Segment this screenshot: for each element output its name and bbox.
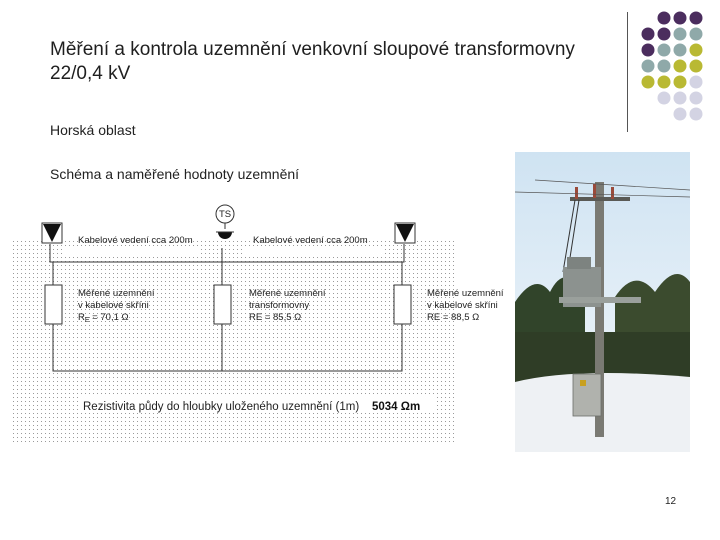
title-line-2: 22/0,4 kV <box>50 63 131 84</box>
label-bg <box>64 246 200 256</box>
meas-left-1: Měřené uzemnění <box>78 288 155 299</box>
cable-box-icon <box>395 223 415 243</box>
meas-mid-1: Měřené uzemnění <box>249 288 326 299</box>
meas-right-1: Měřené uzemnění <box>427 288 504 299</box>
label-bg <box>244 246 384 256</box>
cable-box-icon <box>42 223 62 243</box>
meas-right-2: v kabelové skříni <box>427 300 498 311</box>
meas-right-3: RE = 88,5 Ω <box>427 312 480 323</box>
resistivity-value: 5034 Ωm <box>372 401 421 413</box>
soil-area <box>12 240 454 445</box>
ground-electrode-left <box>45 285 62 324</box>
subtitle-schema: Schéma a naměřené hodnoty uzemnění <box>50 166 300 182</box>
subtitle-region: Horská oblast <box>50 122 136 138</box>
meas-mid-2: transformovny <box>249 300 310 311</box>
title-line-1: Měření a kontrola uzemnění venkovní sloupové transformovny <box>50 39 575 60</box>
page-number: 12 <box>665 496 677 507</box>
transformer-photo <box>515 152 690 452</box>
ground-electrode-mid <box>214 285 231 324</box>
resistivity-text: Rezistivita půdy do hloubky uloženého uzemnění (1m) <box>83 401 360 413</box>
meas-left-2: v kabelové skříni <box>78 300 149 311</box>
ground-electrode-right <box>394 285 411 324</box>
ts-label: TS <box>219 209 232 220</box>
meas-left-3: $R_E = 70,1$ Ω <box>78 312 129 324</box>
cable-label-left: Kabelové vedení cca 200m <box>78 235 193 246</box>
meas-mid-3: RE = 85,5 Ω <box>249 312 302 323</box>
cable-label-right: Kabelové vedení cca 200m <box>253 235 368 246</box>
